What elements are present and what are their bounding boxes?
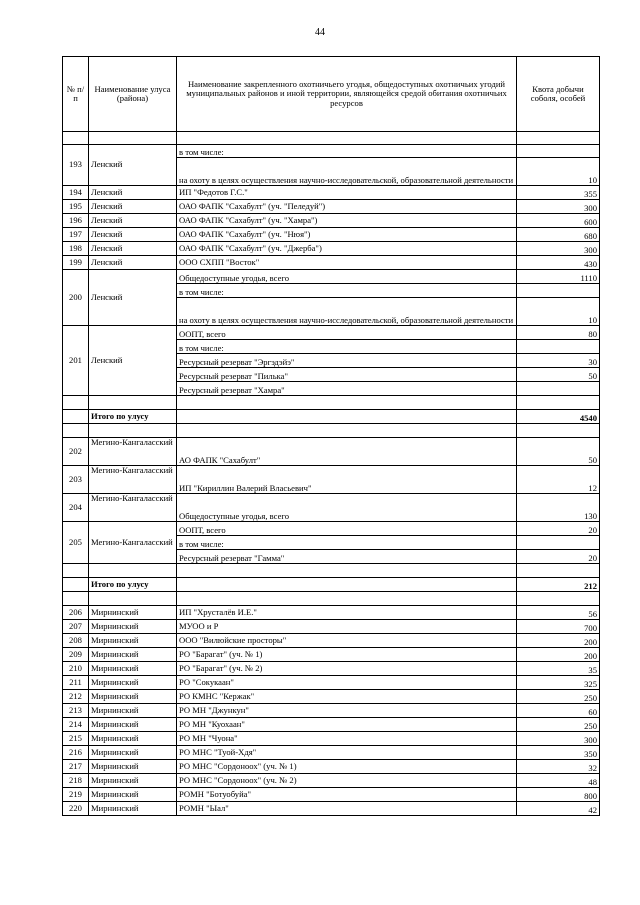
district-name: Ленский [89,200,177,214]
table-row [63,466,600,494]
blank-cell [89,592,177,606]
district-name: Мирнинский [89,746,177,760]
district-name: Мирнинский [89,676,177,690]
blank-cell [89,132,177,145]
row-number: 206 [63,606,89,620]
table-row [63,802,600,816]
row-number: 211 [63,676,89,690]
quota-value: 300 [517,200,600,214]
total-quota: 212 [517,578,600,592]
row-number: 196 [63,214,89,228]
district-name: Мегино-Кангаласский [89,522,177,564]
quota-value: 1110 [517,270,600,284]
quota-value: 48 [517,774,600,788]
quota-value: 300 [517,242,600,256]
table-row [63,186,600,200]
table-row [63,676,600,690]
district-name: Мирнинский [89,718,177,732]
district-name: Ленский [89,186,177,200]
row-number: 201 [63,326,89,396]
grounds-name: ООПТ, всего [177,522,517,536]
table-row [63,228,600,242]
quota-value: 355 [517,186,600,200]
quota-value: 700 [517,620,600,634]
blank-cell [177,424,517,438]
district-name: Мирнинский [89,774,177,788]
quota-value: 50 [517,368,600,382]
district-name: Мегино-Кангаласский [89,494,177,522]
blank-cell [177,564,517,578]
blank-cell [63,396,89,410]
table-row [63,592,600,606]
district-name: Ленский [89,326,177,396]
grounds-name [177,578,517,592]
header-grounds: Наименование закрепленного охотничьего угодья, общедоступных охотничьих угодий муниципальных районов и иной территории, являющейся средой обитания охотничьих ресурсов [177,57,517,132]
row-number [63,578,89,592]
row-number: 200 [63,270,89,326]
grounds-name: ИП "Федотов Г.С." [177,186,517,200]
quota-value: 430 [517,256,600,270]
quota-value: 20 [517,550,600,564]
quota-value: 30 [517,354,600,368]
row-number: 210 [63,662,89,676]
quota-value [517,340,600,354]
district-name: Ленский [89,242,177,256]
grounds-name: в том числе: [177,340,517,354]
table-row [63,662,600,676]
blank-cell [517,424,600,438]
grounds-name: РО МНС "Туой-Хдя" [177,746,517,760]
table-row [63,578,600,592]
grounds-name [177,410,517,424]
grounds-name: РОМН "Ботуобуйа" [177,788,517,802]
quota-value: 250 [517,718,600,732]
blank-cell [63,132,89,145]
quota-value: 80 [517,326,600,340]
row-number: 214 [63,718,89,732]
quota-value: 35 [517,662,600,676]
table-row [63,410,600,424]
blank-cell [63,564,89,578]
district-name: Мирнинский [89,606,177,620]
grounds-name: в том числе: [177,284,517,298]
table-row [63,606,600,620]
quota-value: 300 [517,732,600,746]
row-number: 202 [63,438,89,466]
blank-cell [89,564,177,578]
district-name: Мирнинский [89,802,177,816]
table-row [63,718,600,732]
district-name: Мирнинский [89,690,177,704]
blank-cell [517,396,600,410]
grounds-name: Ресурсный резерват "Хамра" [177,382,517,396]
grounds-name: Общедоступные угодья, всего [177,494,517,522]
blank-cell [63,424,89,438]
district-name: Мирнинский [89,788,177,802]
quota-value: 600 [517,214,600,228]
blank-cell [177,396,517,410]
total-quota: 4540 [517,410,600,424]
quota-value: 200 [517,634,600,648]
row-number: 205 [63,522,89,564]
row-number [63,410,89,424]
total-label: Итого по улусу [89,410,177,424]
table-row [63,760,600,774]
quota-value [517,284,600,298]
quota-value [517,536,600,550]
table-row [63,396,600,410]
table-row [63,620,600,634]
grounds-name: РО КМНС "Кержак" [177,690,517,704]
row-number: 193 [63,145,89,186]
row-number: 216 [63,746,89,760]
total-label: Итого по улусу [89,578,177,592]
header-district: Наименование улуса (района) [89,57,177,132]
grounds-name: на охоту в целях осуществления научно-исследовательской, образовательной деятельности [177,298,517,326]
row-number: 194 [63,186,89,200]
grounds-name: РО "Сокукаан" [177,676,517,690]
table-row [63,704,600,718]
table-row [63,132,600,145]
quota-value: 350 [517,746,600,760]
district-name: Мирнинский [89,704,177,718]
row-number: 204 [63,494,89,522]
grounds-name: ОАО ФАПК "Сахабулт" (уч. "Нюя") [177,228,517,242]
grounds-name: в том числе: [177,145,517,158]
row-number: 217 [63,760,89,774]
table-row [63,270,600,284]
quota-value: 42 [517,802,600,816]
district-name: Мирнинский [89,648,177,662]
grounds-name: РО "Барагат" (уч. № 2) [177,662,517,676]
grounds-name: ОАО ФАПК "Сахабулт" (уч. "Джерба") [177,242,517,256]
district-name: Ленский [89,145,177,186]
table-row [63,774,600,788]
district-name: Мирнинский [89,634,177,648]
district-name: Мирнинский [89,760,177,774]
row-number: 219 [63,788,89,802]
district-name: Мирнинский [89,662,177,676]
grounds-name: ИП "Хрусталёв И.Е." [177,606,517,620]
row-number: 197 [63,228,89,242]
quota-value: 60 [517,704,600,718]
grounds-name: ООО "Вилюйские просторы" [177,634,517,648]
quota-value: 200 [517,648,600,662]
quota-value: 20 [517,522,600,536]
blank-cell [517,564,600,578]
quota-value: 800 [517,788,600,802]
row-number: 207 [63,620,89,634]
quota-value: 56 [517,606,600,620]
grounds-name: в том числе: [177,536,517,550]
quota-value: 32 [517,760,600,774]
blank-cell [177,592,517,606]
table-header-row [63,57,600,132]
table-row [63,634,600,648]
grounds-name: РО МН "Куохаан" [177,718,517,732]
quota-value [517,382,600,396]
grounds-name: МУОО и Р [177,620,517,634]
grounds-name: АО ФАПК "Сахабулт" [177,438,517,466]
table-row [63,242,600,256]
table-row [63,648,600,662]
table-row [63,494,600,522]
quota-value: 325 [517,676,600,690]
row-number: 199 [63,256,89,270]
row-number: 198 [63,242,89,256]
quota-value: 680 [517,228,600,242]
row-number: 208 [63,634,89,648]
grounds-name: ИП "Кириллин Валерий Власьевич" [177,466,517,494]
district-name: Ленский [89,228,177,242]
table-row [63,564,600,578]
table-row [63,145,600,158]
row-number: 215 [63,732,89,746]
page-number: 44 [315,27,325,38]
quota-value: 130 [517,494,600,522]
district-name: Мирнинский [89,732,177,746]
table-row [63,424,600,438]
grounds-name: ОАО ФАПК "Сахабулт" (уч. "Пеледуй") [177,200,517,214]
row-number: 195 [63,200,89,214]
district-name: Ленский [89,256,177,270]
header-num: № п/п [63,57,89,132]
district-name: Ленский [89,214,177,228]
grounds-name: ООО СХПП "Восток" [177,256,517,270]
district-name: Мирнинский [89,620,177,634]
district-name: Мегино-Кангаласский [89,466,177,494]
table-row [63,200,600,214]
grounds-name: РО МН "Джункун" [177,704,517,718]
table-row [63,326,600,340]
grounds-name: РОМН "Ыал" [177,802,517,816]
blank-cell [517,132,600,145]
quota-value: 12 [517,466,600,494]
grounds-name: РО "Барагат" (уч. № 1) [177,648,517,662]
row-number: 203 [63,466,89,494]
quota-value: 50 [517,438,600,466]
grounds-name: Ресурсный резерват "Эргэдэйэ" [177,354,517,368]
grounds-name: Ресурсный резерват "Пилька" [177,368,517,382]
table-row [63,746,600,760]
grounds-name: ОАО ФАПК "Сахабулт" (уч. "Хамра") [177,214,517,228]
blank-cell [89,424,177,438]
blank-cell [63,592,89,606]
grounds-name: Ресурсный резерват "Гамма" [177,550,517,564]
grounds-name: Общедоступные угодья, всего [177,270,517,284]
grounds-name: на охоту в целях осуществления научно-исследовательской, образовательной деятельности [177,158,517,186]
grounds-name: РО МНС "Сордоноох" (уч. № 2) [177,774,517,788]
table-row [63,214,600,228]
quota-value: 10 [517,298,600,326]
header-quota: Квота добычи соболя, особей [517,57,600,132]
quota-value [517,145,600,158]
row-number: 220 [63,802,89,816]
quota-table [62,56,600,816]
table-row [63,256,600,270]
row-number: 213 [63,704,89,718]
blank-cell [89,396,177,410]
quota-value: 250 [517,690,600,704]
table-row [63,438,600,466]
blank-cell [517,592,600,606]
blank-cell [177,132,517,145]
grounds-name: ООПТ, всего [177,326,517,340]
table-row [63,522,600,536]
quota-value: 10 [517,158,600,186]
district-name: Мегино-Кангаласский [89,438,177,466]
row-number: 209 [63,648,89,662]
table-body [63,132,600,816]
row-number: 212 [63,690,89,704]
grounds-name: РО МНС "Сордоноох" (уч. № 1) [177,760,517,774]
table-row [63,788,600,802]
table-row [63,732,600,746]
table-row [63,690,600,704]
district-name: Ленский [89,270,177,326]
grounds-name: РО МН "Чуона" [177,732,517,746]
row-number: 218 [63,774,89,788]
